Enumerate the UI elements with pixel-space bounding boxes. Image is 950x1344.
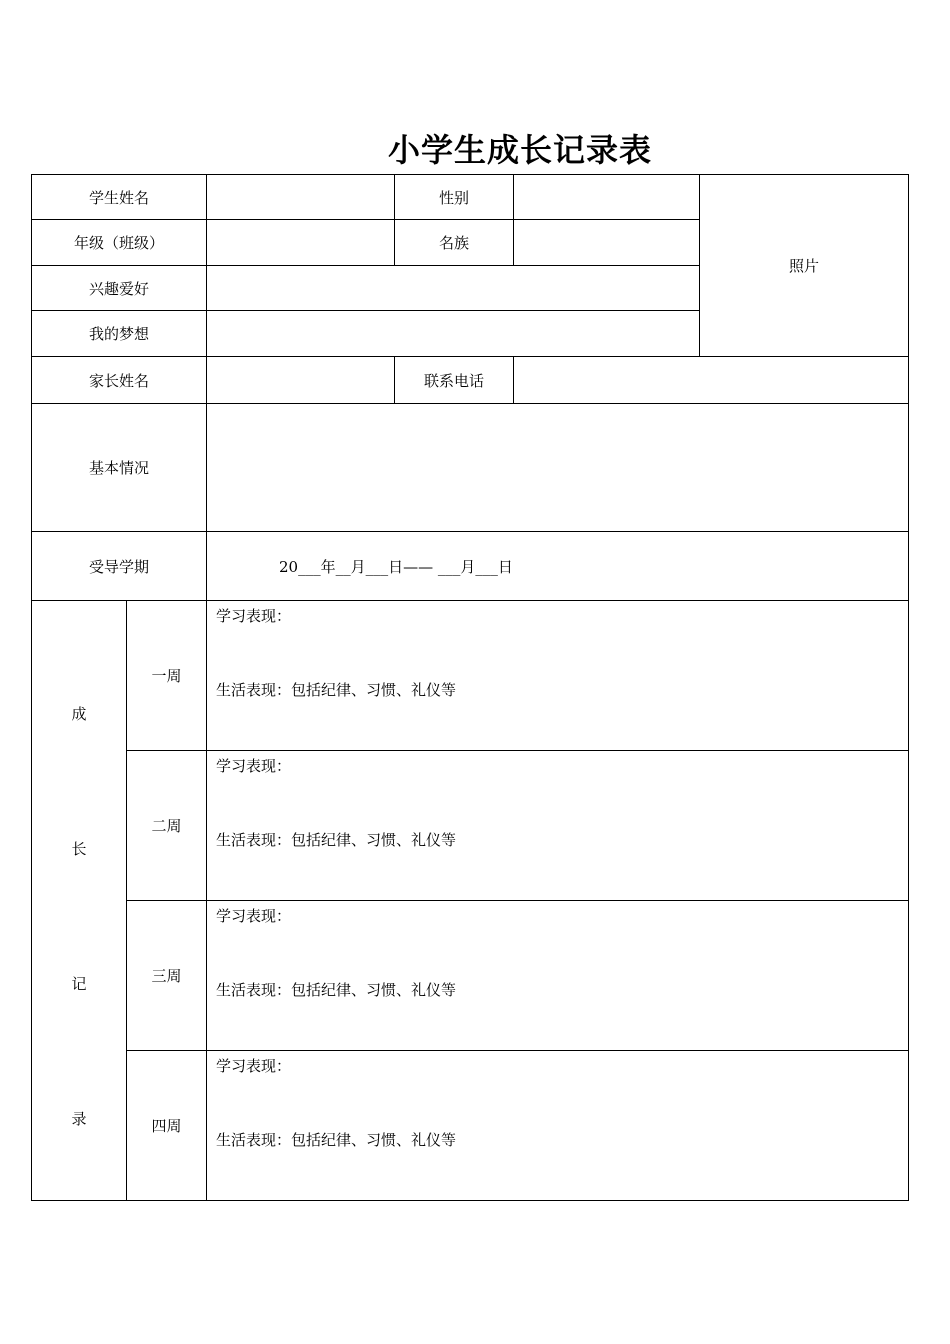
guidance-term-dates[interactable]: 20___年__月___日—— ___月___日 <box>207 532 909 601</box>
week-performance-cell[interactable] <box>207 1051 909 1201</box>
gender-field[interactable] <box>514 175 700 220</box>
week-performance-cell[interactable] <box>207 901 909 1051</box>
life-performance-label: 生活表现：包括纪律、习惯、礼仪等 <box>216 981 457 999</box>
life-performance-label: 生活表现：包括纪律、习惯、礼仪等 <box>216 1131 457 1149</box>
basic-info-field[interactable] <box>207 404 909 532</box>
growth-char: 记 <box>71 974 87 993</box>
phone-label: 联系电话 <box>395 357 514 404</box>
hobbies-label: 兴趣爱好 <box>32 266 207 311</box>
dream-label: 我的梦想 <box>32 311 207 357</box>
study-performance-label: 学习表现： <box>216 1057 292 1075</box>
growth-char: 录 <box>71 1109 87 1128</box>
life-performance-label: 生活表现：包括纪律、习惯、礼仪等 <box>216 681 457 699</box>
week-performance-cell[interactable] <box>207 751 909 901</box>
student-name-label: 学生姓名 <box>32 175 207 220</box>
study-performance-label: 学习表现： <box>216 757 292 775</box>
gender-label: 性别 <box>395 175 514 220</box>
parent-name-label: 家长姓名 <box>32 357 207 404</box>
life-performance-label: 生活表现：包括纪律、习惯、礼仪等 <box>216 831 457 849</box>
guidance-term-label: 受导学期 <box>32 532 207 601</box>
ethnicity-field[interactable] <box>514 220 700 266</box>
parent-name-field[interactable] <box>207 357 395 404</box>
week-label: 一周 <box>127 601 207 751</box>
basic-info-label: 基本情况 <box>32 404 207 532</box>
week-label: 二周 <box>127 751 207 901</box>
record-form-table <box>31 174 909 1201</box>
student-name-field[interactable] <box>207 175 395 220</box>
dream-field[interactable] <box>207 311 700 357</box>
week-label: 四周 <box>127 1051 207 1201</box>
ethnicity-label: 名族 <box>395 220 514 266</box>
page-title: 小学生成长记录表 <box>387 131 652 169</box>
growth-record-label <box>32 601 127 1201</box>
grade-class-field[interactable] <box>207 220 395 266</box>
growth-char: 成 <box>71 704 87 723</box>
growth-char: 长 <box>71 839 87 858</box>
grade-class-label: 年级（班级） <box>32 220 207 266</box>
week-performance-cell[interactable] <box>207 601 909 751</box>
photo-box[interactable]: 照片 <box>700 175 909 357</box>
study-performance-label: 学习表现： <box>216 907 292 925</box>
week-label: 三周 <box>127 901 207 1051</box>
study-performance-label: 学习表现： <box>216 607 292 625</box>
phone-field[interactable] <box>514 357 909 404</box>
hobbies-field[interactable] <box>207 266 700 311</box>
